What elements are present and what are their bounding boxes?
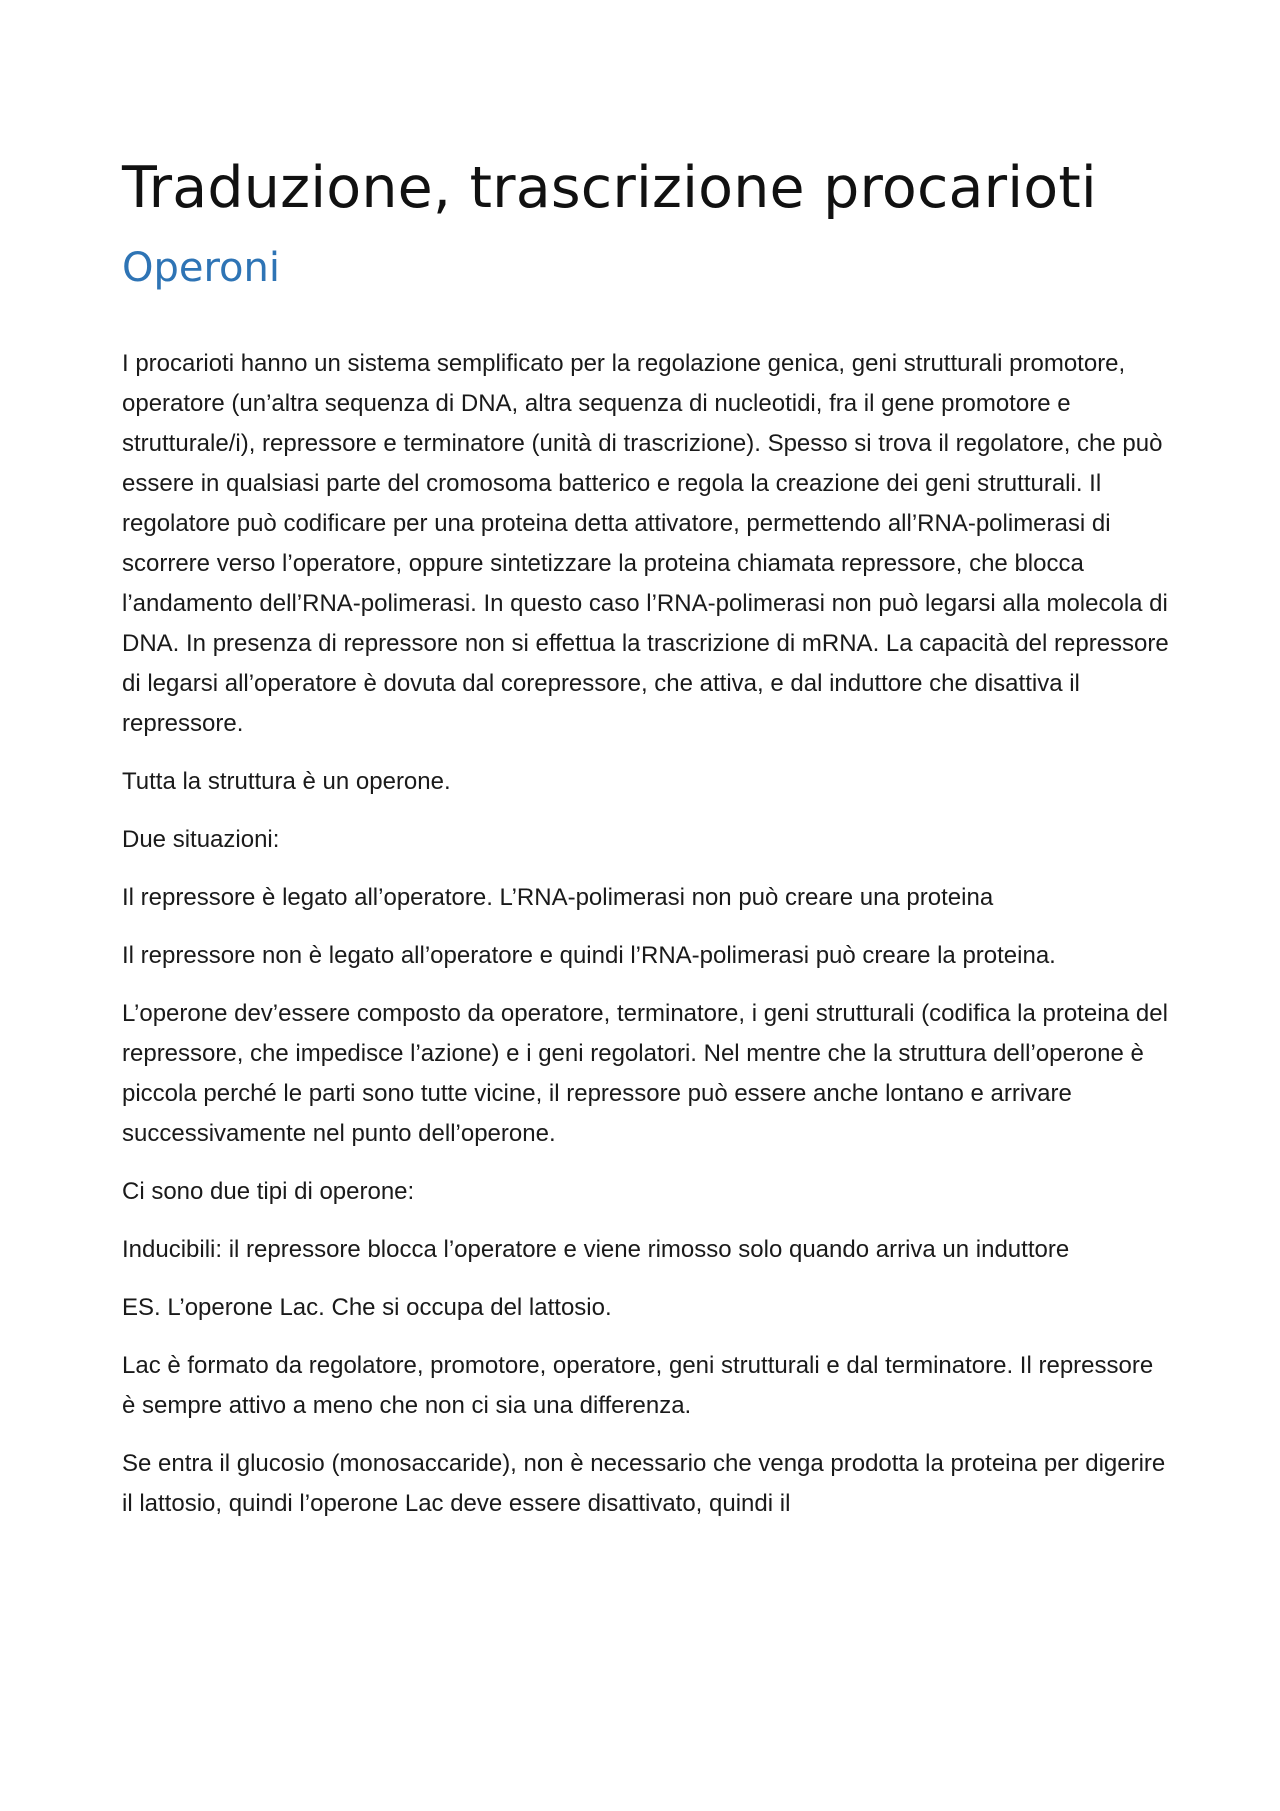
- document-content: [122, 150, 1172, 1542]
- section-heading: Operoni: [122, 245, 280, 291]
- paragraph: Tutta la struttura è un operone.: [122, 768, 451, 795]
- body-text: [122, 344, 1172, 1524]
- paragraph: Lac è formato da regolatore, promotore, operatore, geni strutturali e dal terminatore. Il repressore è sempre attivo a meno che non ci sia una differenza.: [122, 1352, 1154, 1419]
- paragraph: Se entra il glucosio (monosaccaride), non è necessario che venga prodotta la proteina per digerire il lattosio, quindi l’operone Lac deve essere disattivato, quindi il: [122, 1450, 1166, 1517]
- paragraph: Ci sono due tipi di operone:: [122, 1178, 415, 1205]
- paragraph: Il repressore non è legato all’operatore e quindi l’RNA-polimerasi può creare la proteina.: [122, 942, 1056, 969]
- paragraph: Inducibili: il repressore blocca l’operatore e viene rimosso solo quando arriva un induttore: [122, 1236, 1070, 1263]
- paragraph: Il repressore è legato all’operatore. L’RNA-polimerasi non può creare una proteina: [122, 884, 994, 911]
- paragraph: I procarioti hanno un sistema semplificato per la regolazione genica, geni strutturali promotore, operatore (un’altra sequenza di DNA, altra sequenza di nucleotidi, fra il gene promotore e strutturale/i), repressore e terminatore (unità di trascrizione). Spesso si trova il regolatore, che può essere in qualsiasi parte del cromosoma batterico e regola la creazione dei geni strutturali. Il regolatore può codificare per una proteina detta attivatore, permettendo all’RNA-polimerasi di scorrere verso l’operatore, oppure sintetizzare la proteina chiamata repressore, che blocca l’andamento dell’RNA-polimerasi. In questo caso l’RNA-polimerasi non può legarsi alla molecola di DNA. In presenza di repressore non si effettua la trascrizione di mRNA. La capacità del repressore di legarsi all’operatore è dovuta dal corepressore, che attiva, e dal induttore che disattiva il repressore.: [122, 350, 1169, 737]
- paragraph: ES. L’operone Lac. Che si occupa del lattosio.: [122, 1294, 612, 1321]
- paragraph: Due situazioni:: [122, 826, 280, 853]
- document-title: Traduzione, trascrizione procarioti: [122, 155, 1097, 221]
- paragraph: L’operone dev’essere composto da operatore, terminatore, i geni strutturali (codifica la proteina del repressore, che impedisce l’azione) e i geni regolatori. Nel mentre che la struttura dell’operone è piccola perché le parti sono tutte vicine, il repressore può essere anche lontano e arrivare successivamente nel punto dell’operone.: [122, 1000, 1168, 1147]
